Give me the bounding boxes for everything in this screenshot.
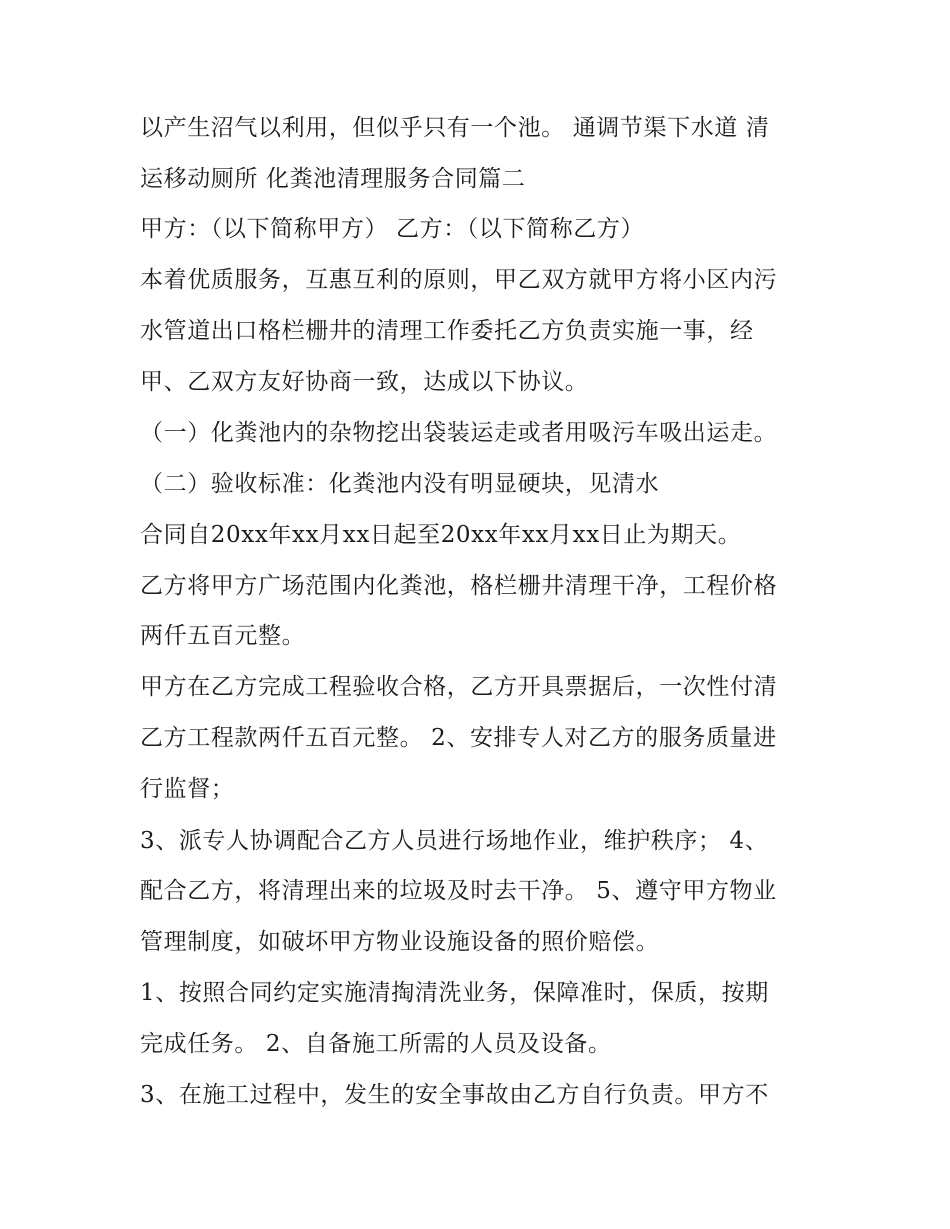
- text-line: （一）化粪池内的杂物挖出袋装运走或者用吸污车吸出运走。: [140, 420, 778, 446]
- text-line: 完成任务。 2、自备施工所需的人员及设备。: [140, 1031, 612, 1057]
- text-line: 配合乙方，将清理出来的垃圾及时去干净。 5、遵守甲方物业: [140, 878, 777, 904]
- text-line: 合同自20xx年xx月xx日起至20xx年xx月xx日止为期天。: [140, 522, 742, 548]
- text-line: 1、按照合同约定实施清掏清洗业务，保障准时，保质，按期: [140, 980, 769, 1006]
- text-line: 运移动厕所 化粪池清理服务合同篇二: [140, 166, 526, 192]
- text-line: 乙方工程款两仟五百元整。 2、安排专人对乙方的服务质量进: [140, 725, 777, 751]
- text-line: 3、派专人协调配合乙方人员进行场地作业，维护秩序； 4、: [140, 828, 769, 854]
- text-line: （二）验收标准：化粪池内没有明显硬块，见清水: [140, 471, 660, 497]
- text-line: 两仟五百元整。: [140, 623, 306, 649]
- text-line: 乙方将甲方广场范围内化粪池，格栏栅井清理干净，工程价格: [140, 573, 778, 599]
- text-line: 管理制度，如破坏甲方物业设施设备的照价赔偿。: [140, 929, 660, 955]
- text-line: 本着优质服务，互惠互利的原则，甲乙双方就甲方将小区内污: [140, 267, 778, 293]
- text-line: 甲、乙双方友好协商一致，达成以下协议。: [140, 369, 589, 395]
- text-line: 以产生沼气以利用，但似乎只有一个池。 通调节渠下水道 清: [140, 115, 770, 141]
- text-line: 水管道出口格栏栅井的清理工作委托乙方负责实施一事，经: [140, 318, 754, 344]
- text-line: 行监督；: [140, 776, 235, 802]
- text-line: 3、在施工过程中，发生的安全事故由乙方自行负责。甲方不: [140, 1082, 769, 1108]
- text-line: 甲方：（以下简称甲方） 乙方：（以下简称乙方）: [140, 216, 645, 242]
- text-line: 甲方在乙方完成工程验收合格，乙方开具票据后，一次性付清: [140, 674, 778, 700]
